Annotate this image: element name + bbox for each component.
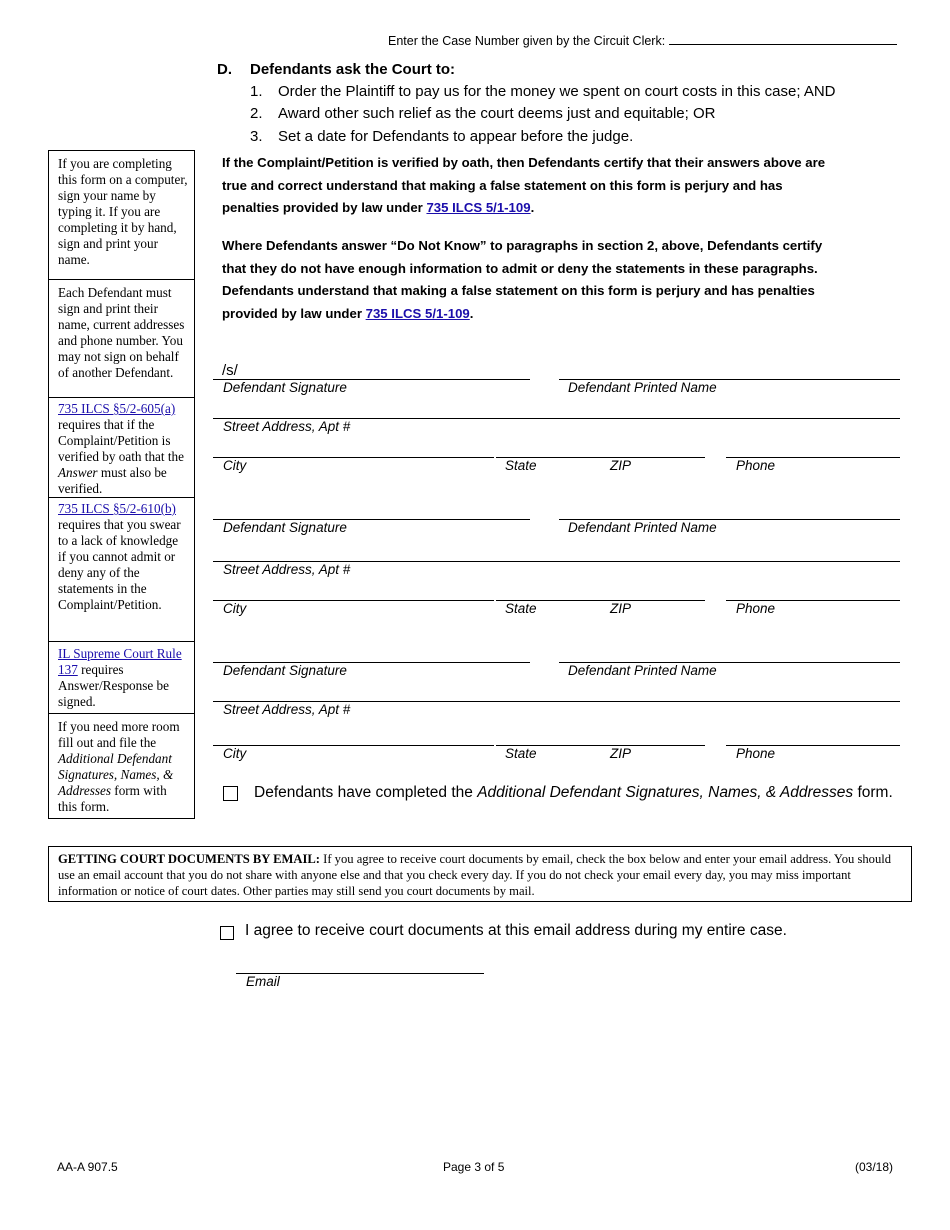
email-notice-body: If you agree to receive court documents by email, check the box below and enter your email address. You should use an email account that you do not share with anyone else and that you check every day. If you do not check your email every day, you may miss important information or notice of court dates. Other parties may still send you court documents by mail. bbox=[58, 852, 892, 898]
phone-label: Phone bbox=[736, 601, 776, 616]
zip-label: ZIP bbox=[610, 458, 632, 473]
additional-defendants-label bbox=[254, 784, 893, 802]
sidebar-note-text: If you are completing this form on a computer, sign your name by typing it. If you are completing it by hand, sign and print your name. bbox=[58, 156, 188, 267]
sidebar-note-each-defendant bbox=[49, 280, 194, 398]
period: . bbox=[469, 305, 474, 321]
email-notice-box bbox=[48, 846, 912, 902]
street-address-label: Street Address, Apt # bbox=[223, 562, 351, 577]
period: . bbox=[530, 200, 535, 215]
city-label: City bbox=[223, 746, 247, 761]
city-label: City bbox=[223, 601, 247, 616]
city-line[interactable] bbox=[213, 600, 494, 601]
sidebar-note-text: requires Answer/Response be signed. bbox=[58, 662, 169, 709]
signature-label: Defendant Signature bbox=[223, 663, 347, 678]
request-item-text: Award other such relief as the court deems just and equitable; OR bbox=[278, 105, 716, 122]
case-number-field[interactable] bbox=[669, 33, 897, 45]
street-address-label: Street Address, Apt # bbox=[223, 419, 351, 434]
instructions-sidebar bbox=[48, 150, 195, 819]
form-code: AA-A 907.5 bbox=[57, 1160, 118, 1174]
statute-link-605a[interactable]: 735 ILCS §5/2-605(a) bbox=[58, 401, 176, 416]
sidebar-note-text: form with this form. bbox=[58, 783, 167, 814]
request-item bbox=[250, 105, 715, 122]
case-number-row bbox=[388, 33, 897, 48]
request-item bbox=[250, 83, 836, 100]
city-line[interactable] bbox=[213, 745, 494, 746]
checkbox-text: Defendants have completed the bbox=[254, 784, 473, 801]
sidebar-note-italic: Additional Defendant Signatures, Names, & Addresses bbox=[58, 751, 174, 798]
sidebar-note-signing bbox=[49, 151, 194, 280]
do-not-know-text: Where Defendants answer “Do Not Know” to paragraphs in section 2, above, Defendants certify that they do not have enough information to admit or deny the statements in these paragraphs. Defendants understand that making a false statement on this form is perjury and has penalties provided by law under bbox=[222, 238, 823, 321]
request-item-number: 3. bbox=[250, 128, 263, 145]
printed-name-label: Defendant Printed Name bbox=[568, 520, 717, 535]
statute-link-610b[interactable]: 735 ILCS §5/2-610(b) bbox=[58, 501, 176, 516]
zip-label: ZIP bbox=[610, 601, 632, 616]
checkbox-text: form. bbox=[857, 784, 893, 801]
oath-certification-text: If the Complaint/Petition is verified by oath, then Defendants certify that their answers above are true and correct understand that making a false statement on this form is perjury and has penalties provided by law under bbox=[222, 155, 826, 215]
request-item bbox=[250, 128, 633, 145]
sidebar-note-text: requires that if the Complaint/Petition is verified by oath that the bbox=[58, 417, 184, 464]
sidebar-note-text: If you need more room fill out and file the bbox=[58, 719, 180, 750]
signature-label: Defendant Signature bbox=[223, 380, 347, 395]
request-item-number: 2. bbox=[250, 105, 263, 122]
sidebar-note-text: requires that you swear to a lack of knowledge if you cannot admit or deny any of the statements in the Complaint/Petition. bbox=[58, 517, 181, 612]
printed-name-label: Defendant Printed Name bbox=[568, 663, 717, 678]
sidebar-note-rule-137 bbox=[49, 642, 194, 714]
additional-defendants-checkbox[interactable] bbox=[223, 786, 238, 801]
request-item-number: 1. bbox=[250, 83, 263, 100]
email-consent-checkbox[interactable] bbox=[220, 926, 234, 940]
city-label: City bbox=[223, 458, 247, 473]
phone-label: Phone bbox=[736, 746, 776, 761]
request-item-text: Order the Plaintiff to pay us for the money we spent on court costs in this case; AND bbox=[278, 83, 836, 100]
email-notice-heading: GETTING COURT DOCUMENTS BY EMAIL: bbox=[58, 852, 320, 866]
oath-certification bbox=[222, 152, 832, 220]
email-consent-label: I agree to receive court documents at this email address during my entire case. bbox=[245, 922, 787, 939]
email-label: Email bbox=[246, 974, 280, 989]
do-not-know-certification bbox=[222, 235, 832, 325]
section-d-heading: Defendants ask the Court to: bbox=[250, 61, 456, 78]
section-d-letter: D. bbox=[217, 61, 232, 78]
sidebar-note-italic: Answer bbox=[58, 465, 98, 480]
form-revision: (03/18) bbox=[855, 1160, 894, 1174]
statute-link[interactable]: 735 ILCS 5/1-109 bbox=[365, 305, 470, 321]
signature-label: Defendant Signature bbox=[223, 520, 347, 535]
printed-name-label: Defendant Printed Name bbox=[568, 380, 717, 395]
typed-signature-mark: /s/ bbox=[222, 362, 238, 379]
checkbox-italic-text: Additional Defendant Signatures, Names, & Addresses bbox=[477, 784, 854, 801]
case-number-label: Enter the Case Number given by the Circuit Clerk: bbox=[388, 34, 666, 48]
sidebar-note-610b bbox=[49, 498, 194, 642]
phone-label: Phone bbox=[736, 458, 776, 473]
city-line[interactable] bbox=[213, 457, 494, 458]
page-number: Page 3 of 5 bbox=[443, 1160, 505, 1174]
request-item-text: Set a date for Defendants to appear before the judge. bbox=[278, 128, 634, 145]
state-label: State bbox=[505, 458, 537, 473]
sidebar-note-605a bbox=[49, 398, 194, 498]
state-label: State bbox=[505, 746, 537, 761]
sidebar-note-more-room bbox=[49, 714, 194, 818]
street-address-label: Street Address, Apt # bbox=[223, 702, 351, 717]
rule-137-link[interactable]: IL Supreme Court Rule 137 bbox=[58, 646, 182, 677]
sidebar-note-text: Each Defendant must sign and print their name, current addresses and phone number. You may not sign on behalf of another Defendant. bbox=[58, 285, 185, 380]
state-label: State bbox=[505, 601, 537, 616]
zip-label: ZIP bbox=[610, 746, 632, 761]
statute-link[interactable]: 735 ILCS 5/1-109 bbox=[426, 200, 531, 215]
sidebar-note-text: must also be verified. bbox=[58, 465, 167, 496]
